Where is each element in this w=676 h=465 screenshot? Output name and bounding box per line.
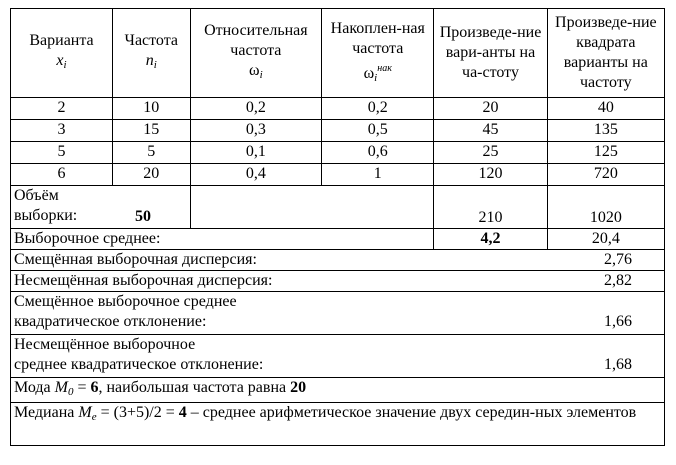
sample-size-label-1: Объём	[14, 187, 59, 204]
table-row	[11, 120, 665, 142]
header-relative-frequency: Относительная частота $\omega_i$	[190, 9, 322, 98]
table-row	[11, 142, 665, 164]
cell-xn: 120	[434, 164, 547, 186]
unbiased-std-label-1: Несмещённое выборочное	[14, 336, 196, 353]
header-variant-squared-times-frequency: Произведе-ние квадрата варианты на частоту	[547, 9, 664, 98]
sample-mean-squared-value: 20,4	[547, 229, 664, 250]
sample-mean-label: Выборочное среднее:	[11, 229, 434, 250]
cell-x2n: 40	[547, 98, 664, 120]
cell-w-cum: 0,6	[322, 142, 434, 164]
biased-std-label-2: квадратическое отклонение:	[14, 313, 207, 330]
cell-x2n: 720	[547, 164, 664, 186]
sample-size-label-cell	[11, 186, 191, 229]
cell-x2n: 125	[547, 142, 664, 164]
cell-xn: 25	[434, 142, 547, 164]
biased-variance-value: 2,76	[604, 251, 632, 268]
cell-w: 0,2	[190, 98, 322, 120]
cell-x2n: 135	[547, 120, 664, 142]
header-frequency: Частота $n_i$	[113, 9, 191, 98]
statistics-table-container	[10, 8, 665, 446]
cell-n: 15	[113, 120, 191, 142]
median-cell: Медиана $M_e = (3+5)/2 = 4$ – среднее арифметическое значение двух середин-ных элементов	[11, 403, 665, 446]
unbiased-std-value: 1,68	[604, 356, 632, 373]
biased-variance-cell	[11, 250, 665, 271]
biased-variance-label: Смещённая выборочная дисперсия:	[14, 251, 257, 268]
cell-x: 2	[11, 98, 113, 120]
cell-w: 0,3	[190, 120, 322, 142]
unbiased-variance-label: Несмещённая выборочная дисперсия:	[14, 272, 273, 289]
sum-x2n: 1020	[547, 186, 664, 229]
biased-variance-row	[11, 250, 665, 271]
cell-w: 0,1	[190, 142, 322, 164]
cell-xn: 20	[434, 98, 547, 120]
unbiased-std-cell	[11, 335, 665, 378]
cell-x: 6	[11, 164, 113, 186]
cell-n: 10	[113, 98, 191, 120]
unbiased-variance-value: 2,82	[604, 272, 632, 289]
median-row	[11, 403, 665, 446]
statistics-table	[10, 8, 665, 446]
header-cumulative-frequency: Накоплен-ная частота $\omega_i^{нак}$	[322, 9, 434, 98]
sample-size-empty-cell	[190, 186, 434, 229]
cell-w-cum: 0,2	[322, 98, 434, 120]
biased-std-value: 1,66	[604, 313, 632, 330]
cell-x: 3	[11, 120, 113, 142]
biased-std-cell	[11, 292, 665, 335]
sample-size-label-2: выборки:	[14, 207, 78, 224]
biased-std-row	[11, 292, 665, 335]
cell-n: 5	[113, 142, 191, 164]
biased-std-label-1: Смещённое выборочное среднее	[14, 293, 237, 310]
unbiased-variance-row	[11, 271, 665, 292]
sample-mean-value: 4,2	[434, 229, 547, 250]
cell-n: 20	[113, 164, 191, 186]
sum-xn: 210	[434, 186, 547, 229]
cell-w: 0,4	[190, 164, 322, 186]
table-row	[11, 164, 665, 186]
sample-size-value: 50	[135, 208, 151, 225]
header-row	[11, 9, 665, 98]
cell-w-cum: 1	[322, 164, 434, 186]
sample-size-row	[11, 186, 665, 229]
unbiased-std-label-2: среднее квадратическое отклонение:	[14, 356, 264, 373]
sample-mean-row	[11, 229, 665, 250]
unbiased-variance-cell	[11, 271, 665, 292]
table-row	[11, 98, 665, 120]
cell-x: 5	[11, 142, 113, 164]
mode-cell: Мода $M_0 = 6$, наибольшая частота равна 20	[11, 378, 665, 403]
header-variant-times-frequency: Произведе-ние вари-анты на ча-стоту	[434, 9, 547, 98]
cell-xn: 45	[434, 120, 547, 142]
mode-row	[11, 378, 665, 403]
cell-w-cum: 0,5	[322, 120, 434, 142]
unbiased-std-row	[11, 335, 665, 378]
header-variant: Варианта $x_i$	[11, 9, 113, 98]
